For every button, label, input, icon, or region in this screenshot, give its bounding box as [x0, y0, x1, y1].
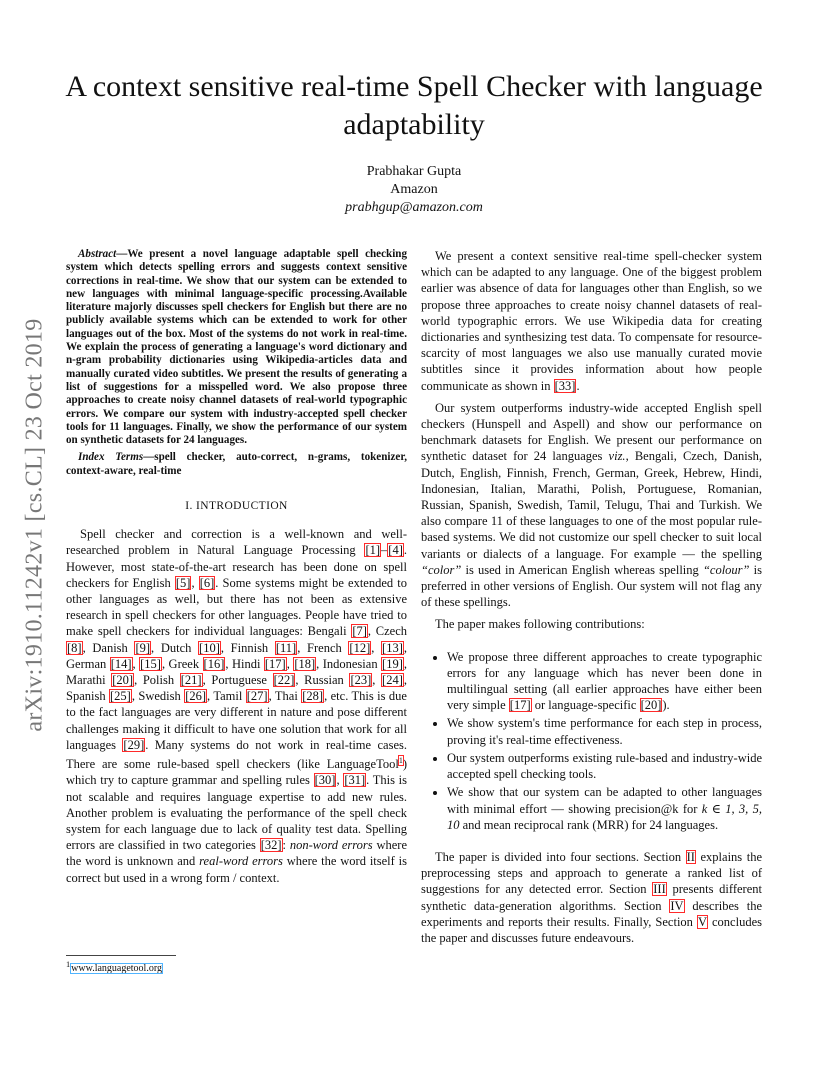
text-run: explains the preprocessing steps and approach to generate a ranked list of suggestions for any detected error. Section — [421, 849, 762, 897]
text-run: , Spanish — [66, 673, 407, 704]
citation-link[interactable]: [6] — [199, 575, 215, 590]
section-link[interactable]: IV — [670, 898, 684, 913]
citation-link[interactable]: [13] — [382, 640, 403, 655]
citation-link[interactable]: [25] — [110, 689, 131, 704]
citation-link[interactable]: [19] — [382, 656, 403, 671]
section-heading-introduction: I. INTRODUCTION — [185, 500, 288, 513]
citation-link[interactable]: [31] — [344, 773, 366, 788]
citation-link[interactable]: [32] — [260, 838, 282, 853]
text-run: , Portuguese — [202, 673, 273, 688]
text-run: where the word is unknown and — [66, 838, 407, 869]
text-run: , Swedish — [131, 689, 185, 704]
list-item: • Our system outperforms existing rule-based and industry-wide accepted spell checking tools. — [447, 750, 762, 782]
text-run: ). — [662, 698, 670, 713]
text-run: presents different synthetic data-generation algorithms. Section — [421, 882, 762, 913]
citation-link[interactable]: [18] — [294, 656, 316, 671]
text-run: is preferred in other versions of English. Our system will not flag any of these spellings. — [421, 562, 762, 610]
text-run: , etc. This is due to the fact languages are very different in nature and pose different challenges making it difficult to have one solution that work for all languages — [66, 689, 407, 752]
text-run: The paper is divided into four sections. Section — [435, 849, 686, 864]
citation-link[interactable]: [33] — [554, 378, 576, 393]
text-run: Spell checker and correction is a well-known and well-researched problem in Natural Language Processing — [66, 527, 407, 558]
text-run: , French — [297, 640, 349, 655]
text-run: We present a context sensitive real-time spell-checker system which can be adapted to any language. One of the biggest problem earlier was absence of data for languages other than English, so we propose three approaches to create noisy channel datasets of real-world typographic errors. We use Wikipedia data for creating dictionaries and synthesizing test data. To compensate for resource-scarcity of most languages we also use manually curated movie subtitles since it provides information about how people communicate as shown in — [421, 249, 762, 393]
text-run: , Thai — [268, 689, 302, 704]
citation-link[interactable]: [17] — [264, 656, 286, 671]
text-run: , Tamil — [207, 689, 246, 704]
author-affiliation: Amazon — [390, 182, 438, 197]
citation-link[interactable]: [5] — [175, 575, 191, 590]
citation-link[interactable]: [20] — [112, 673, 134, 688]
citation-link[interactable]: [10] — [199, 640, 220, 655]
citation-link[interactable]: [7] — [352, 624, 367, 639]
citation-link[interactable]: [9] — [135, 640, 151, 655]
text-run: , Marathi — [66, 656, 407, 688]
text-run: Our system outperforms industry-wide accepted English spell checkers (Hunspell and Aspell) and show our performance on benchmark datasets for English. We present our performance on synthetic dataset for 24 languages — [421, 400, 762, 464]
footnote-number: 1 — [66, 960, 71, 969]
citation-link[interactable]: [12] — [349, 640, 371, 655]
index-terms — [66, 451, 407, 478]
arxiv-stamp — [22, 290, 48, 760]
text-run: concludes the paper and discusses future endeavours. — [421, 914, 762, 945]
text-run: , Russian — [295, 673, 350, 688]
citation-link[interactable]: [17] — [509, 698, 531, 713]
citation-link[interactable]: [26] — [185, 689, 207, 704]
text-run: We show that our system can be adapted to other languages with minimal effort — showing precision@k for — [447, 785, 762, 816]
index-terms-lead: Index Terms — [78, 451, 144, 464]
citation-link[interactable]: [23] — [350, 673, 372, 688]
list-item: • We show system's time performance for each step in process, proving it's real-time effectiveness. — [447, 715, 762, 747]
citation-link[interactable]: [29] — [123, 737, 145, 752]
text-run: . This is not scalable and requires language expertise to add new rules. Another problem is evaluating the performance of the spell check system for each language due to lack of quality test data. Spelling errors are classified in two categories — [66, 773, 408, 853]
text-run: , — [132, 656, 140, 671]
emphasis-text: viz. — [608, 449, 626, 464]
abstract-text: —We present a novel language adaptable spell checking system which detects spelling errors and suggests context sensitive corrections in real-time. We show that our system can be extended to new languages with minimal language-specific processing.Available literature majorly discusses spell checkers for English but there are no publicly available systems which can be extended to work for other languages out of the box. Most of the systems do not work in real-time. We explain the process of generating a language's word dictionary and n-gram probability dictionaries using Wikipedia-articles data and manually curated video subtitles. We present the results of generating a list of suggestions for a misspelled word. We also propose three approaches to create noisy channel datasets of real-world typographic errors. We compare our system with industry-accepted spell checker tools for 11 languages. Finally, we show the performance of our system on synthetic datasets for 24 languages. — [66, 248, 407, 447]
index-terms-text: —spell checker, auto-correct, n-grams, tokenizer, context-aware, real-time — [66, 451, 407, 477]
right-paragraph-4 — [421, 849, 762, 946]
math-expression: k ∈ 1, 3, 5, 10 — [447, 801, 762, 832]
author-block — [60, 163, 768, 217]
right-paragraph-1 — [421, 248, 762, 394]
emphasis-text: real-word errors — [199, 854, 283, 869]
text-run: . — [576, 378, 580, 393]
section-link[interactable]: V — [697, 914, 707, 929]
text-run: , Finnish — [220, 640, 275, 655]
text-run: , Polish — [134, 673, 180, 688]
text-run: , Hindi — [225, 656, 264, 671]
citation-link[interactable]: [4] — [388, 543, 403, 558]
citation-link[interactable]: [30] — [314, 773, 336, 788]
citation-link[interactable]: [28] — [302, 689, 324, 704]
citation-link[interactable]: [11] — [275, 640, 297, 655]
citation-link[interactable]: [16] — [203, 656, 225, 671]
footnote-divider — [66, 955, 176, 956]
text-run: is used in American English whereas spelling — [461, 562, 703, 577]
footnote-url-link[interactable]: www.languagetool.org — [71, 963, 162, 975]
contributions-list — [421, 649, 762, 833]
author-email: prabhgup@amazon.com — [345, 200, 483, 215]
text-run: . Some systems might be extended to other languages as well, but there has not been as extensive research in spell checkers for other languages. People have tried to make spell checkers for individual languages: Bengali — [66, 575, 407, 639]
text-run: We propose three different approaches to create typographic errors for any language which has never been done in multilingual setting (all earlier approaches have either been very simple — [447, 649, 762, 713]
text-run: . Many systems do not work in real-time cases. There are some rule-based spell checkers (like LanguageTool — [66, 737, 407, 772]
text-run: – — [381, 543, 388, 558]
text-run: ) which try to capture grammar and spelling rules — [66, 757, 407, 788]
right-paragraph-3: The paper makes following contributions: — [435, 617, 645, 632]
abstract — [66, 248, 407, 447]
text-run: , — [372, 673, 382, 688]
text-run: . However, most state-of-the-art research has been done on spell checkers for English — [66, 543, 407, 590]
text-run: , Czech — [367, 624, 408, 639]
arxiv-stamp-text: arXiv:1910.11242v1 [cs.CL] 23 Oct 2019 — [21, 318, 48, 732]
citation-link[interactable]: [15] — [140, 656, 161, 671]
right-column — [421, 248, 762, 952]
text-run: : — [282, 838, 290, 853]
emphasis-text: non-word errors — [289, 838, 373, 853]
footnote-marker[interactable]: 1 — [398, 756, 403, 766]
text-run: , Greek — [161, 656, 203, 671]
list-item — [447, 784, 762, 833]
text-run: describes the experiments and reports their results. Finally, Section — [421, 898, 762, 929]
text-run: , — [371, 640, 382, 655]
paper-title: A context sensitive real-time Spell Checker with language adaptability — [65, 70, 763, 141]
text-run: , — [286, 656, 294, 671]
text-run: or language-specific — [531, 698, 640, 713]
left-column — [66, 248, 407, 892]
list-item — [447, 649, 762, 714]
footnote — [66, 958, 163, 975]
citation-link[interactable]: [27] — [246, 689, 268, 704]
citation-link[interactable]: [8] — [67, 640, 82, 655]
text-run: , German — [66, 640, 407, 671]
text-run: , — [191, 575, 199, 590]
text-run: , Danish — [82, 640, 135, 655]
emphasis-text: “color” — [421, 562, 462, 577]
citation-link[interactable]: [14] — [110, 656, 132, 671]
right-paragraph-2 — [421, 400, 762, 611]
section-link[interactable]: II — [686, 849, 695, 864]
text-run: , Indonesian — [316, 656, 382, 671]
text-run: , Bengali, Czech, Danish, Dutch, English, Finnish, French, German, Greek, Hebrew, Hindi, Indonesian, Italian, Marathi, Polish, Portuguese, Romanian, Russian, Spanish, Swedish, Tamil, Telugu, Thai and Turkish. We also compare 11 of these languages to one of the most popular rule-based systems. We did not customize our spell checker to suit local variants or dialects of a language. For example — the spelling — [421, 449, 762, 561]
abstract-lead: Abstract — [78, 248, 117, 260]
citation-link[interactable]: [20] — [640, 698, 662, 713]
citation-link[interactable]: [22] — [273, 673, 295, 688]
text-run: and mean reciprocal rank (MRR) for 24 languages. — [459, 817, 719, 832]
text-run: where the word itself is correct but used in a wrong form / context. — [66, 854, 408, 885]
emphasis-text: “colour” — [702, 562, 750, 577]
intro-paragraph — [66, 526, 407, 886]
citation-link[interactable]: [21] — [180, 673, 202, 688]
text-run: , — [336, 773, 344, 788]
citation-link[interactable]: [24] — [382, 673, 403, 688]
text-run: , Dutch — [151, 640, 199, 655]
section-link[interactable]: III — [653, 882, 666, 897]
author-name: Prabhakar Gupta — [366, 164, 462, 179]
citation-link[interactable]: [1] — [365, 543, 381, 558]
